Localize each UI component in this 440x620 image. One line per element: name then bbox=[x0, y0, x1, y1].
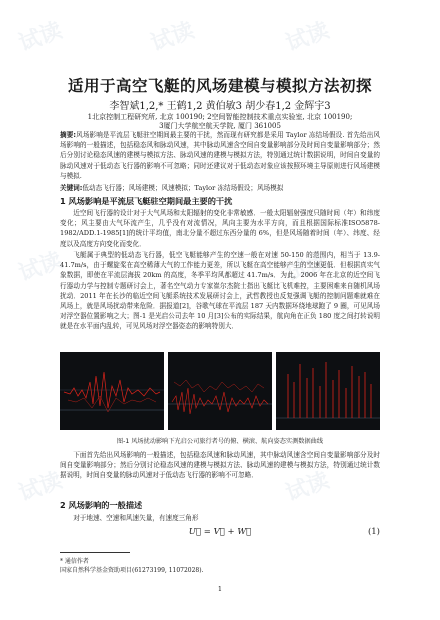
figure-panel-yaw bbox=[276, 352, 380, 430]
abstract-label: 摘要: bbox=[60, 131, 77, 139]
affiliation-line: 1北京控制工程研究所, 北京 100190; 2空间智能控制技术重点实验室, 北京 100190; bbox=[87, 113, 353, 121]
section-heading: 2 风场影响的一般描述 bbox=[60, 500, 143, 510]
figure-panel-roll bbox=[168, 352, 272, 430]
yaw-trace-plot bbox=[276, 352, 380, 430]
body-paragraph: 对于地速、空速和风速矢量，有速度三角形 bbox=[73, 514, 199, 522]
footnote-divider bbox=[60, 552, 130, 553]
watermark: 试读 bbox=[15, 468, 66, 507]
equation-number: (1) bbox=[367, 527, 380, 537]
keywords-label: 关键词: bbox=[60, 184, 83, 192]
body-paragraph: 飞艇属于典型的低动态飞行器，低空飞艇能够产生的空速一般在对速 50-150 的范围内，相当于 13.9-41.7m/s，由于螺旋桨在高空稀薄大气的工作能力更差，所以飞艇在高空能够产生的空速更低．但根据真实气象数据，即使在平流层海拔 20km 的高度，冬季平均风都超过 41.7m/s．为此，2006 年在北京的近空间飞行器动力学与控制专题研讨会上，著名空气动力专家崔尔杰院士指出飞艇比飞机难控，主要困难来自随机风场扰动．2011 年在长沙的临近空间飞艇系统技术发展研讨会上，武哲教授也反复强调飞艇的控制问题难就难在风场上，就是风场扰动带来危险．据报道[2]，谷歌气球在平流层 187 天内数据环绕地球跑了 9 圈，可见风场对浮空器位置影响之大；图-1 是光启公司去年 10 月[3]公布的实际结果，航向角在正负 180 度之间打转说明就是在水平面内乱转，可见风场对浮空器姿态的影响特别大． bbox=[60, 251, 380, 331]
author-list: 李智斌1,2,* 王鹤1,2 黄伯敏3 胡少春1,2 金辉宇3 bbox=[109, 101, 331, 112]
watermark: 试读 bbox=[15, 248, 66, 287]
abstract-text: 风场影响是平流层飞艇驻空期间最主要的干扰，然而现有研究都是采用 Taylor 冻结场假设. 首先给出风场影响的一般描述，包括稳态风和脉动风速，其中脉动风速含空间自变量影响部分及时间自变量影响部分；然后分别讨论稳态风速的建模与模拟方法、脉动风速的建模与模拟方法，特别通过统计数据说明，时间自变量的脉动风速对于低动态飞行器的影响不可忽略；同时还建议对于低动态对象应该按照环境主导原则进行风场建模与模拟. bbox=[60, 131, 380, 180]
affiliation-line: 3厦门大学航空航天学院, 厦门 361005 bbox=[159, 122, 281, 130]
abstract bbox=[60, 130, 380, 181]
figure-1 bbox=[60, 352, 380, 430]
keywords bbox=[60, 182, 380, 192]
figure-panel-pitch bbox=[60, 352, 164, 430]
equation-body: U⃗ = V⃗ + W⃗ bbox=[188, 527, 252, 537]
watermark: 试读 bbox=[15, 18, 66, 57]
page-number: 1 bbox=[217, 585, 223, 593]
equation-1 bbox=[60, 527, 380, 539]
watermark: 试读 bbox=[282, 468, 333, 507]
watermark: 试读 bbox=[282, 18, 333, 57]
footnote: * 通信作者 bbox=[60, 558, 89, 565]
body-paragraph: 下面首先给出风场影响的一般描述，包括稳态风速和脉动风速，其中脉动风速含空间自变量影响部分及时间自变量影响部分；然后分别讨论稳态风速的建模与模拟方法、脉动风速的建模与模拟方法，特别通过统计数据说明，时间自变量的脉动风速对于低动态飞行器的影响不可忽略． bbox=[60, 451, 380, 480]
watermark: 试读 bbox=[282, 248, 333, 287]
roll-trace-plot bbox=[168, 352, 272, 430]
paper-title: 适用于高空飞艇的风场建模与模拟方法初探 bbox=[67, 77, 372, 95]
watermark: 试读 bbox=[147, 18, 198, 57]
pitch-trace-plot bbox=[60, 352, 164, 430]
keywords-text: 低动态飞行器；风场建模；风速模拟；Taylor 冻结场假设；风场模拟 bbox=[82, 184, 284, 192]
footnote: 国家自然科学基金资助项目(61273199, 11072028). bbox=[60, 567, 204, 574]
section-heading: 1 风场影响是平流层飞艇驻空期间最主要的干扰 bbox=[60, 196, 233, 206]
body-paragraph: 近空间飞行器的设计对于大气风场和太阳辐射的变化非常敏感．一般太阳辐射强度只随时间（年）和纬度变化；风主要由大气环流产生，几乎没有对流情况，风向主要为水平方向，而且根据国际标准ISO5878-1982/ADD.1-1985[1]的统计平均值，南北分量不超过东西分量的 6%，但是风场随着时间（年）、纬度、经度以及高度方向变化而变化． bbox=[60, 209, 380, 248]
figure-caption: 图-1 风场扰动影响下光启公司旅行者号的俯、横滚、航向姿态实测数据曲线 bbox=[116, 438, 324, 445]
